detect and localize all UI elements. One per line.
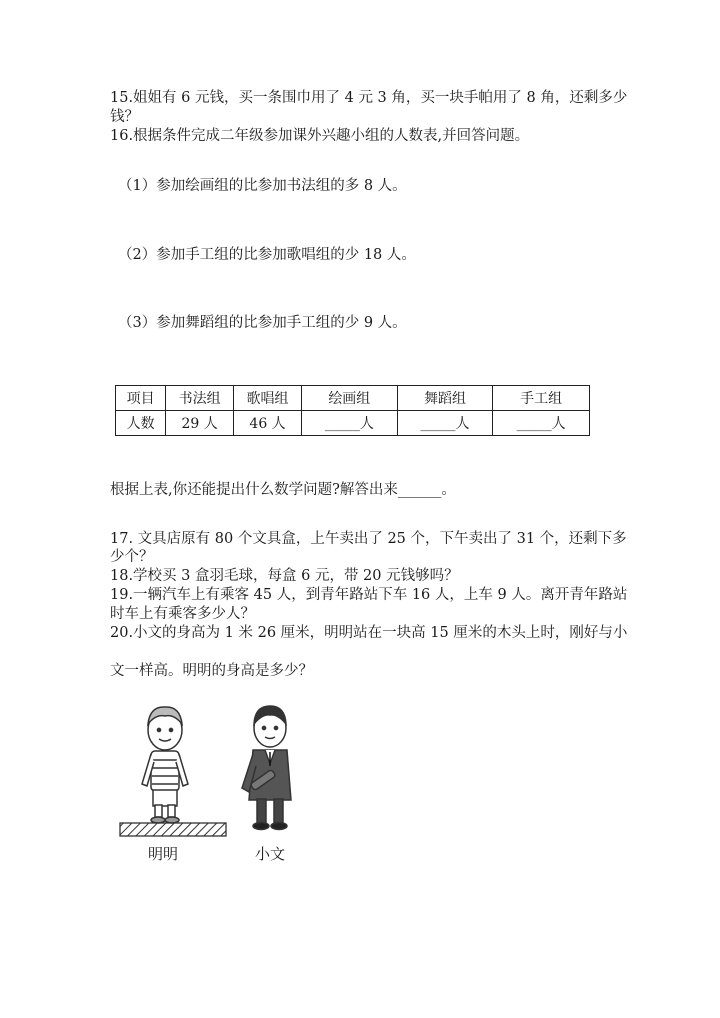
xiaowen-figure — [242, 706, 291, 830]
question-17-line-1: 17. 文具店原有 80 个文具盒，上午卖出了 25 个，下午卖出了 31 个，还剩下多 — [110, 531, 627, 547]
height-comparison-illustration — [110, 700, 310, 840]
table-cell: 人数 — [116, 411, 166, 436]
question-20-line-1: 20.小文的身高为 1 米 26 厘米，明明站在一块高 15 厘米的木头上时，刚好与小 — [110, 625, 628, 641]
table-cell-blank: _____人 — [397, 411, 493, 436]
table-cell: 46 人 — [234, 411, 302, 436]
table-row — [116, 411, 590, 436]
table-cell-blank: _____人 — [301, 411, 397, 436]
question-15-line-1: 15.姐姐有 6 元钱，买一条围巾用了 4 元 3 角，买一块手帕用了 8 角，还剩多少 — [110, 90, 628, 106]
label-xiaowen: 小文 — [255, 845, 286, 863]
table-header-cell: 舞蹈组 — [397, 386, 493, 411]
table-header-cell: 书法组 — [166, 386, 234, 411]
table-cell-blank: _____人 — [493, 411, 590, 436]
wooden-board — [120, 823, 226, 836]
condition-3: （3）参加舞蹈组的比参加手工组的少 9 人。 — [118, 315, 407, 331]
question-16: 16.根据条件完成二年级参加课外兴趣小组的人数表,并回答问题。 — [110, 128, 530, 144]
question-19-line-2: 时车上有乘客多少人？ — [110, 606, 255, 622]
table-cell: 29 人 — [166, 411, 234, 436]
question-19-line-1: 19.一辆汽车上有乘客 45 人，到青年路站下车 16 人，上车 9 人。离开青年路站 — [110, 587, 628, 603]
question-17-line-2: 少个？ — [110, 549, 154, 565]
condition-1: （1）参加绘画组的比参加书法组的多 8 人。 — [118, 178, 407, 194]
table-header-cell: 项目 — [116, 386, 166, 411]
height-comparison-figure — [110, 700, 310, 875]
group-count-table — [115, 385, 590, 436]
question-18: 18.学校买 3 盒羽毛球，每盒 6 元，带 20 元钱够吗？ — [110, 568, 459, 584]
label-mingming: 明明 — [148, 845, 179, 863]
mingming-figure — [142, 707, 188, 823]
table-header-cell: 歌唱组 — [234, 386, 302, 411]
table-header-cell: 手工组 — [493, 386, 590, 411]
table-header-row — [116, 386, 590, 411]
question-20-line-2: 文一样高。明明的身高是多少？ — [110, 663, 313, 679]
followup-question: 根据上表,你还能提出什么数学问题?解答出来______。 — [110, 482, 456, 498]
table-header-cell: 绘画组 — [301, 386, 397, 411]
condition-2: （2）参加手工组的比参加歌唱组的少 18 人。 — [118, 247, 416, 263]
question-15-line-2: 钱？ — [110, 109, 139, 125]
